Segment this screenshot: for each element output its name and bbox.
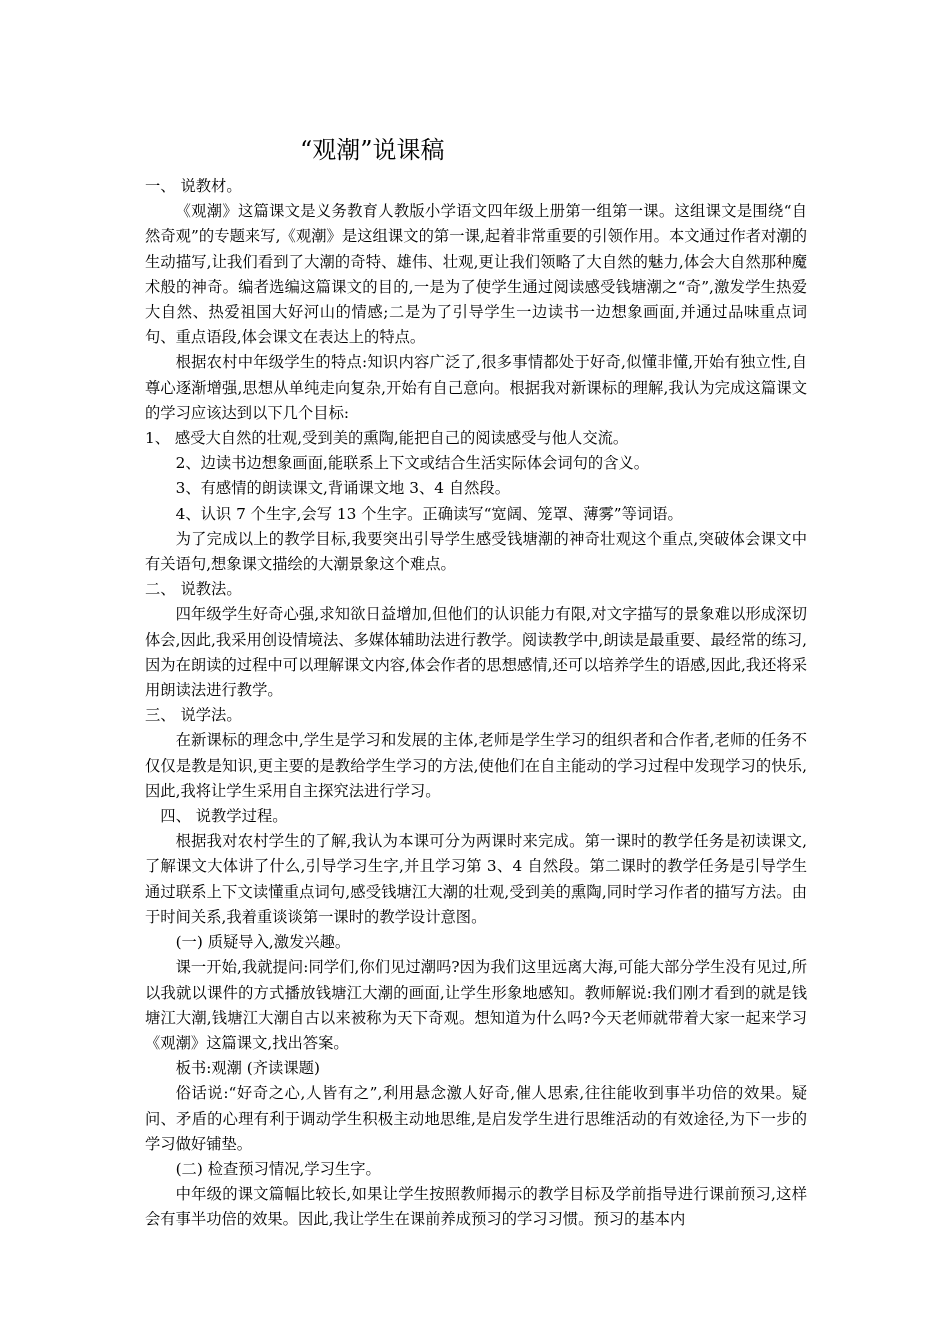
paragraph: 根据我对农村学生的了解,我认为本课可分为两课时来完成。第一课时的教学任务是初读课文,了解课文大体讲了什么,引导学习生字,并且学习第 3、4 自然段。第二课时的教学任务是引导学生通过联系上下文读懂重点词句,感受钱塘江大潮的壮观,受到美的熏陶,同时学习作者的描写方法。由于时间关系,我着重谈谈第一课时的教学设计意图。 — [145, 832, 807, 926]
section-heading-1: 一、 说教材。 — [145, 177, 242, 195]
objective-item-1: 1、 感受大自然的壮观,受到美的熏陶,能把自己的阅读感受与他人交流。 — [145, 429, 629, 448]
paragraph: 根据农村中年级学生的特点:知识内容广泛了,很多事情都处于好奇,似懂非懂,开始有独立性,自尊心逐渐增强,思想从单纯走向复杂,开始有自己意向。根据我对新课标的理解,我认为完成这篇课文的学习应该达到以下几个目标: — [145, 353, 807, 422]
objective-item-4: 4、认识 7 个生字,会写 13 个生字。正确读写“宽阔、笼罩、薄雾”等词语。 — [175, 504, 683, 523]
section-heading-2: 二、 说教法。 — [145, 580, 242, 599]
paragraph: 中年级的课文篇幅比较长,如果让学生按照教师揭示的教学目标及学前指导进行课前预习,这样会有事半功倍的效果。因此,我让学生在课前养成预习的学习习惯。预习的基本内 — [145, 1185, 807, 1229]
subsection-heading-1: (一) 质疑导入,激发兴趣。 — [175, 933, 351, 952]
subsection-heading-2: (二) 检查预习情况,学习生字。 — [175, 1159, 381, 1178]
paragraph: 《观潮》这篇课文是义务教育人教版小学语文四年级上册第一组第一课。这组课文是围绕“自然奇观”的专题来写,《观潮》是这组课文的第一课,起着非常重要的引领作用。本文通过作者对潮的生动描写,让我们看到了大潮的奇特、雄伟、壮观,更让我们领略了大自然的魅力,体会大自然那种魔术般的神奇。编者选编这篇课文的目的,一是为了使学生通过阅读感受钱塘潮之“奇”,激发学生热爱大自然、热爱祖国大好河山的情感;二是为了引导学生一边读书一边想象画面,并通过品味重点词句、重点语段,体会课文在表达上的特点。 — [145, 202, 807, 347]
paragraph: 在新课标的理念中,学生是学习和发展的主体,老师是学生学习的组织者和合作者,老师的任务不仅仅是教是知识,更主要的是教给学生学习的方法,使他们在自主能动的学习过程中发现学习的快乐,因此,我将让学生采用自主探究法进行学习。 — [145, 731, 807, 800]
paragraph: 课一开始,我就提问:同学们,你们见过潮吗?因为我们这里远离大海,可能大部分学生没有见过,所以我就以课件的方式播放钱塘江大潮的画面,让学生形象地感知。教师解说:我们刚才看到的就是钱塘江大潮,钱塘江大潮自古以来被称为天下奇观。想知道为什么吗?今天老师就带着大家一起来学习《观潮》这篇课文,找出答案。 — [145, 958, 807, 1052]
section-heading-3: 三、 说学法。 — [145, 706, 242, 725]
objective-item-3: 3、有感情的朗读课文,背诵课文地 3、4 自然段。 — [175, 479, 511, 498]
paragraph: 四年级学生好奇心强,求知欲日益增加,但他们的认识能力有限,对文字描写的景象难以形成深切体会,因此,我采用创设情境法、多媒体辅助法进行教学。阅读教学中,朗读是最重要、最经常的练习,因为在朗读的过程中可以理解课文内容,体会作者的思想感情,还可以培养学生的语感,因此,我还将采用朗读法进行教学。 — [145, 605, 807, 700]
document-body — [145, 174, 807, 1233]
board-note: 板书:观潮 (齐读课题) — [175, 1059, 320, 1078]
document-title: “观潮”说课稿 — [300, 136, 445, 164]
section-heading-4: 四、 说教学过程。 — [160, 807, 288, 826]
objective-item-2: 2、边读书边想象画面,能联系上下文或结合生活实际体会词句的含义。 — [175, 454, 650, 473]
paragraph: 俗话说:“好奇之心,人皆有之”,利用悬念激人好奇,催人思索,往往能收到事半功倍的效果。疑问、矛盾的心理有利于调动学生积极主动地思维,是启发学生进行思维活动的有效途径,为下一步的学习做好铺垫。 — [145, 1084, 807, 1153]
paragraph: 为了完成以上的教学目标,我要突出引导学生感受钱塘潮的神奇壮观这个重点,突破体会课文中有关语句,想象课文描绘的大潮景象这个难点。 — [145, 529, 807, 574]
